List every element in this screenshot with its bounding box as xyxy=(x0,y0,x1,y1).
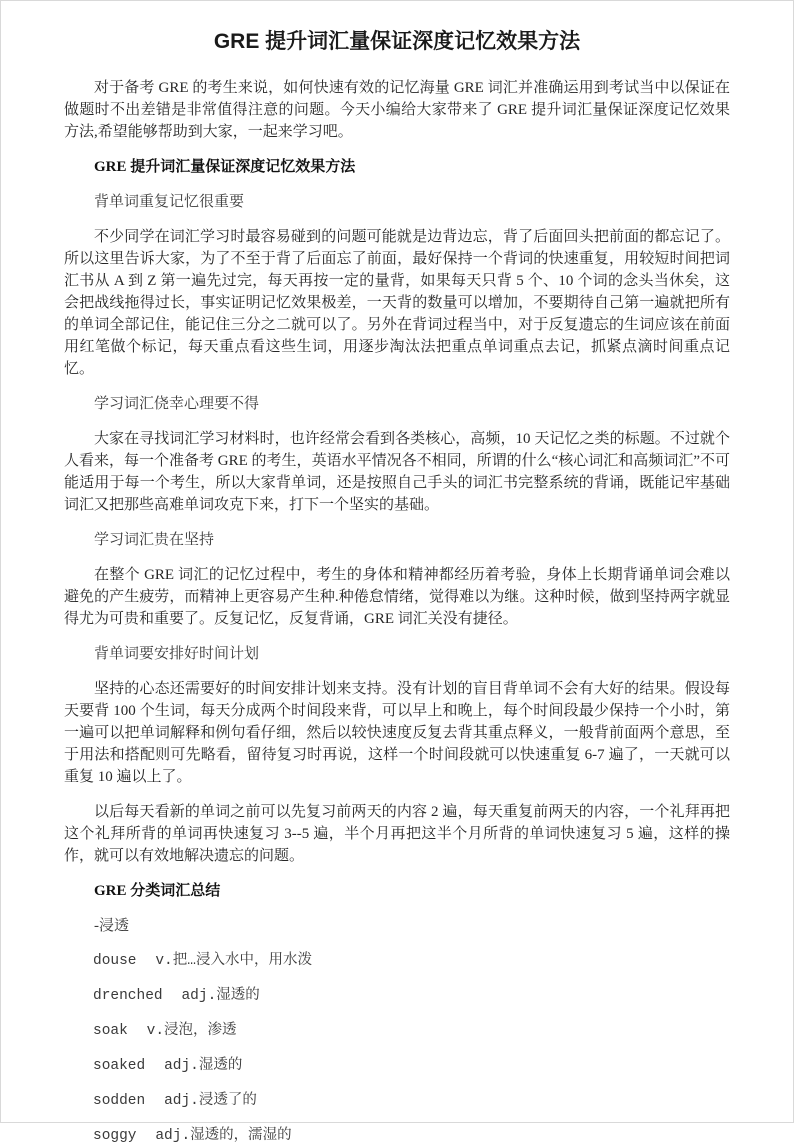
vocab-word: soggy xyxy=(93,1128,137,1144)
vocab-definition: v.把…浸入水中，用水泼 xyxy=(155,953,312,969)
vocab-word: soaked xyxy=(93,1058,146,1074)
section-paragraph: 不少同学在词汇学习时最容易碰到的问题可能就是边背边忘，背了后面回头把前面的都忘记了。所以这里告诉大家，为了不至于背了后面忘了前面，最好保持一个背词的快速重复，用较短时间把词汇书从 A 到 Z 第一遍先过完，每天再按一定的量背，如果每天只背 5 个、10 个词的念头当休矣，这会把战线拖得过长，事实证明记忆效果极差，一天背的数量可以增加，不要期待自己第一遍就把所有的单词全部记住，能记住三分之二就可以了。另外在背词过程当中，对于反复遗忘的生词应该在前面用红笔做个标记，每天重点看这些生词，用逐步淘汰法把重点单词重点去记，抓紧点滴时间重点记忆。 xyxy=(64,229,730,377)
section-paragraph: 在整个 GRE 词汇的记忆过程中，考生的身体和精神都经历着考验，身体上长期背诵单词会难以避免的产生疲劳，而精神上更容易产生种.种倦怠情绪，觉得难以为继。这种时候，做到坚持两字就显得尤为可贵和重要了。反复记忆，反复背诵，GRE 词汇关没有捷径。 xyxy=(64,567,730,627)
vocab-word: sodden xyxy=(93,1093,146,1109)
vocab-word: soak xyxy=(93,1023,128,1039)
vocab-definition: adj.浸透了的 xyxy=(164,1093,257,1109)
vocab-definition: adj.湿透的 xyxy=(181,988,260,1004)
section-heading: 学习词汇贵在坚持 xyxy=(94,532,215,548)
section-heading: 背单词重复记忆很重要 xyxy=(94,194,245,210)
section-paragraph: 大家在寻找词汇学习材料时，也许经常会看到各类核心，高频，10 天记忆之类的标题。不过就个人看来，每一个准备考 GRE 的考生，英语水平情况各不相同，所谓的什么“核心词汇和高频词汇”不可能适用于每一个考生，所以大家背单词，还是按照自己手头的词汇书完整系统的背诵，既能记牢基础词汇又把那些高难单词攻克下来，打下一个坚实的基础。 xyxy=(64,431,730,513)
section-paragraph: 坚持的心态还需要好的时间安排计划来支持。没有计划的盲目背单词不会有大好的结果。假设每天要背 100 个生词，每天分成两个时间段来背，可以早上和晚上，每个时间段最少保持一个小时，第一遍可以把单词解释和例句看仔细，然后以较快速度反复去背其重点释义，一般背前面两个意思，至于用法和搭配则可先略看，留待复习时再说，这样一个时间段就可以快速重复 6-7 遍了，一天就可以重复 10 遍以上了。 xyxy=(64,681,730,785)
vocab-word: drenched xyxy=(93,988,163,1004)
vocab-entry xyxy=(64,950,730,972)
vocab-definition: v.浸泡，渗透 xyxy=(146,1023,237,1039)
section-heading: 学习词汇侥幸心理要不得 xyxy=(94,396,260,412)
vocab-entry xyxy=(64,1125,730,1147)
vocab-entry xyxy=(64,985,730,1007)
section-heading: 背单词要安排好时间计划 xyxy=(94,646,260,662)
vocab-entry xyxy=(64,1020,730,1042)
vocab-group-label: -浸透 xyxy=(94,918,129,934)
vocab-heading: GRE 分类词汇总结 xyxy=(94,883,221,899)
intro-paragraph: 对于备考 GRE 的考生来说，如何快速有效的记忆海量 GRE 词汇并准确运用到考试当中以保证在做题时不出差错是非常值得注意的问题。今天小编给大家带来了 GRE 提升词汇量保证深度记忆效果方法,希望能够帮助到大家，一起来学习吧。 xyxy=(64,80,730,140)
vocab-definition: adj.湿透的 xyxy=(164,1058,243,1074)
section-paragraph: 以后每天看新的单词之前可以先复习前两天的内容 2 遍，每天重复前两天的内容，一个礼拜再把这个礼拜所背的单词再快速复习 3--5 遍，半个月再把这半个月所背的单词快速复习 5 遍，这样的操作，就可以有效地解决遗忘的问题。 xyxy=(64,804,730,864)
vocab-definition: adj.湿透的，濡湿的 xyxy=(155,1128,292,1144)
vocab-entry xyxy=(64,1090,730,1112)
method-heading: GRE 提升词汇量保证深度记忆效果方法 xyxy=(94,159,356,175)
vocab-word: douse xyxy=(93,953,137,969)
vocab-entry xyxy=(64,1055,730,1077)
document-title: GRE 提升词汇量保证深度记忆效果方法 xyxy=(213,30,581,53)
